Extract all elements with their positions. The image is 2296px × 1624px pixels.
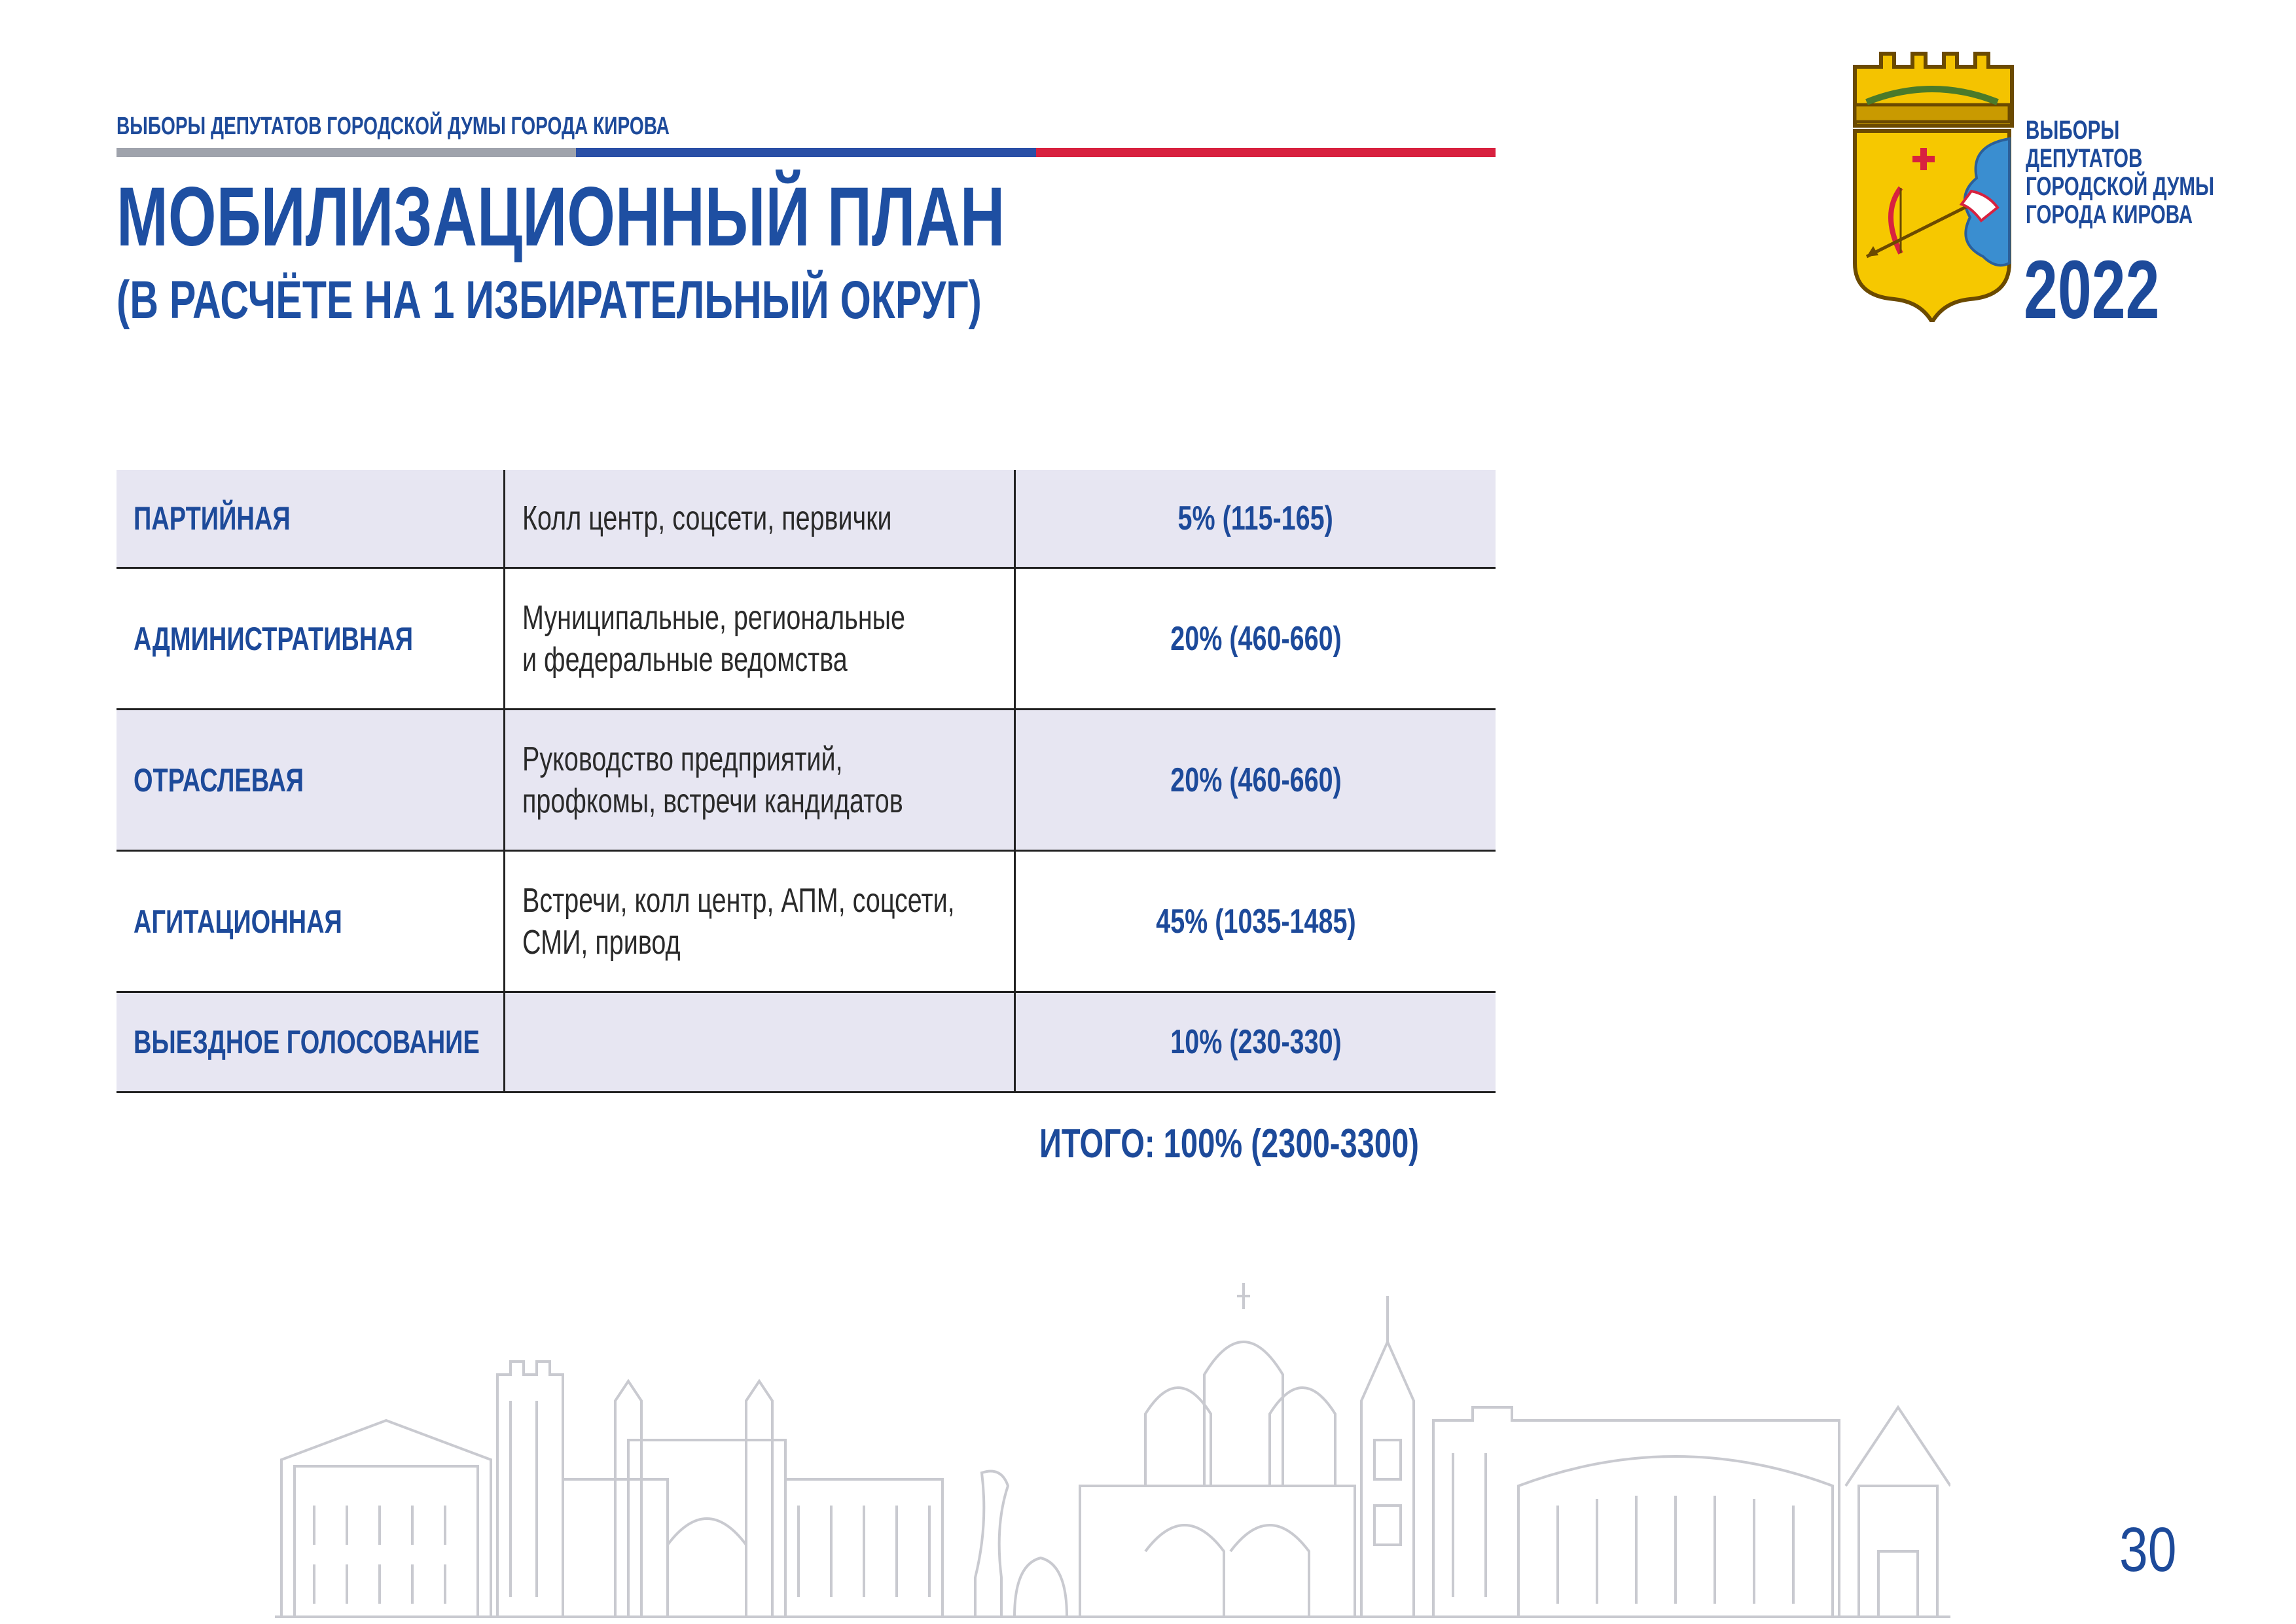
- description-line: Колл центр, соцсети, первички: [522, 499, 892, 537]
- category-cell: [117, 470, 505, 567]
- table-row: [117, 569, 1496, 710]
- description-text: [522, 497, 892, 539]
- tricolor-gray-stripe: [117, 148, 576, 157]
- value-label: 10% (230-330): [1170, 1023, 1342, 1061]
- description-cell: [505, 569, 1016, 708]
- logo-caption: [2026, 117, 2214, 229]
- total-label: ИТОГО: 100% (2300-3300): [1039, 1121, 1419, 1166]
- header-kicker: ВЫБОРЫ ДЕПУТАТОВ ГОРОДСКОЙ ДУМЫ ГОРОДА КИРОВА: [117, 113, 670, 140]
- description-line: СМИ, привод: [522, 923, 681, 962]
- description-line: профкомы, встречи кандидатов: [522, 782, 903, 820]
- page-subtitle: (В РАСЧЁТЕ НА 1 ИЗБИРАТЕЛЬНЫЙ ОКРУГ): [117, 270, 982, 330]
- description-cell: [505, 993, 1016, 1091]
- value-cell: [1016, 852, 1496, 991]
- value-label: 5% (115-165): [1177, 499, 1334, 537]
- page-number: 30: [2119, 1515, 2177, 1585]
- logo-caption-line: ВЫБОРЫ: [2026, 116, 2120, 145]
- value-label: 20% (460-660): [1170, 619, 1342, 658]
- tricolor-blue-stripe: [576, 148, 1035, 157]
- value-cell: [1016, 993, 1496, 1091]
- logo-caption-line: ГОРОДА КИРОВА: [2026, 200, 2193, 229]
- description-line: и федеральные ведомства: [522, 640, 848, 679]
- description-cell: [505, 710, 1016, 850]
- category-label: АГИТАЦИОННАЯ: [134, 903, 342, 940]
- description-text: [522, 597, 905, 681]
- category-cell: [117, 569, 505, 708]
- logo-caption-line: ГОРОДСКОЙ ДУМЫ: [2026, 172, 2214, 201]
- value-cell: [1016, 470, 1496, 567]
- category-label: ВЫЕЗДНОЕ ГОЛОСОВАНИЕ: [134, 1024, 480, 1060]
- value-cell: [1016, 710, 1496, 850]
- tricolor-divider: [117, 148, 1496, 157]
- value-cell: [1016, 569, 1496, 708]
- kirov-coat-of-arms-icon: [1840, 47, 2024, 322]
- description-text: [522, 880, 955, 964]
- description-cell: [505, 470, 1016, 567]
- description-line: Муниципальные, региональные: [522, 598, 906, 637]
- tricolor-red-stripe: [1036, 148, 1496, 157]
- description-line: Руководство предприятий,: [522, 740, 843, 778]
- city-skyline-illustration: [275, 1270, 1950, 1624]
- category-cell: [117, 993, 505, 1091]
- table-row: [117, 993, 1496, 1093]
- description-text: [522, 738, 903, 822]
- category-label: АДМИНИСТРАТИВНАЯ: [134, 620, 414, 657]
- category-label: ОТРАСЛЕВАЯ: [134, 761, 304, 799]
- value-label: 20% (460-660): [1170, 761, 1342, 799]
- page-title: МОБИЛИЗАЦИОННЫЙ ПЛАН: [117, 170, 1005, 264]
- category-label: ПАРТИЙНАЯ: [134, 500, 291, 537]
- logo-caption-line: ДЕПУТАТОВ: [2026, 144, 2143, 173]
- category-cell: [117, 710, 505, 850]
- value-label: 45% (1035-1485): [1155, 902, 1356, 941]
- description-cell: [505, 852, 1016, 991]
- logo-year: 2022: [2024, 244, 2160, 336]
- table-row: [117, 710, 1496, 852]
- description-line: Встречи, колл центр, АПМ, соцсети,: [522, 881, 955, 920]
- category-cell: [117, 852, 505, 991]
- mobilization-table: [117, 470, 1496, 1093]
- table-row: [117, 470, 1496, 569]
- table-row: [117, 852, 1496, 993]
